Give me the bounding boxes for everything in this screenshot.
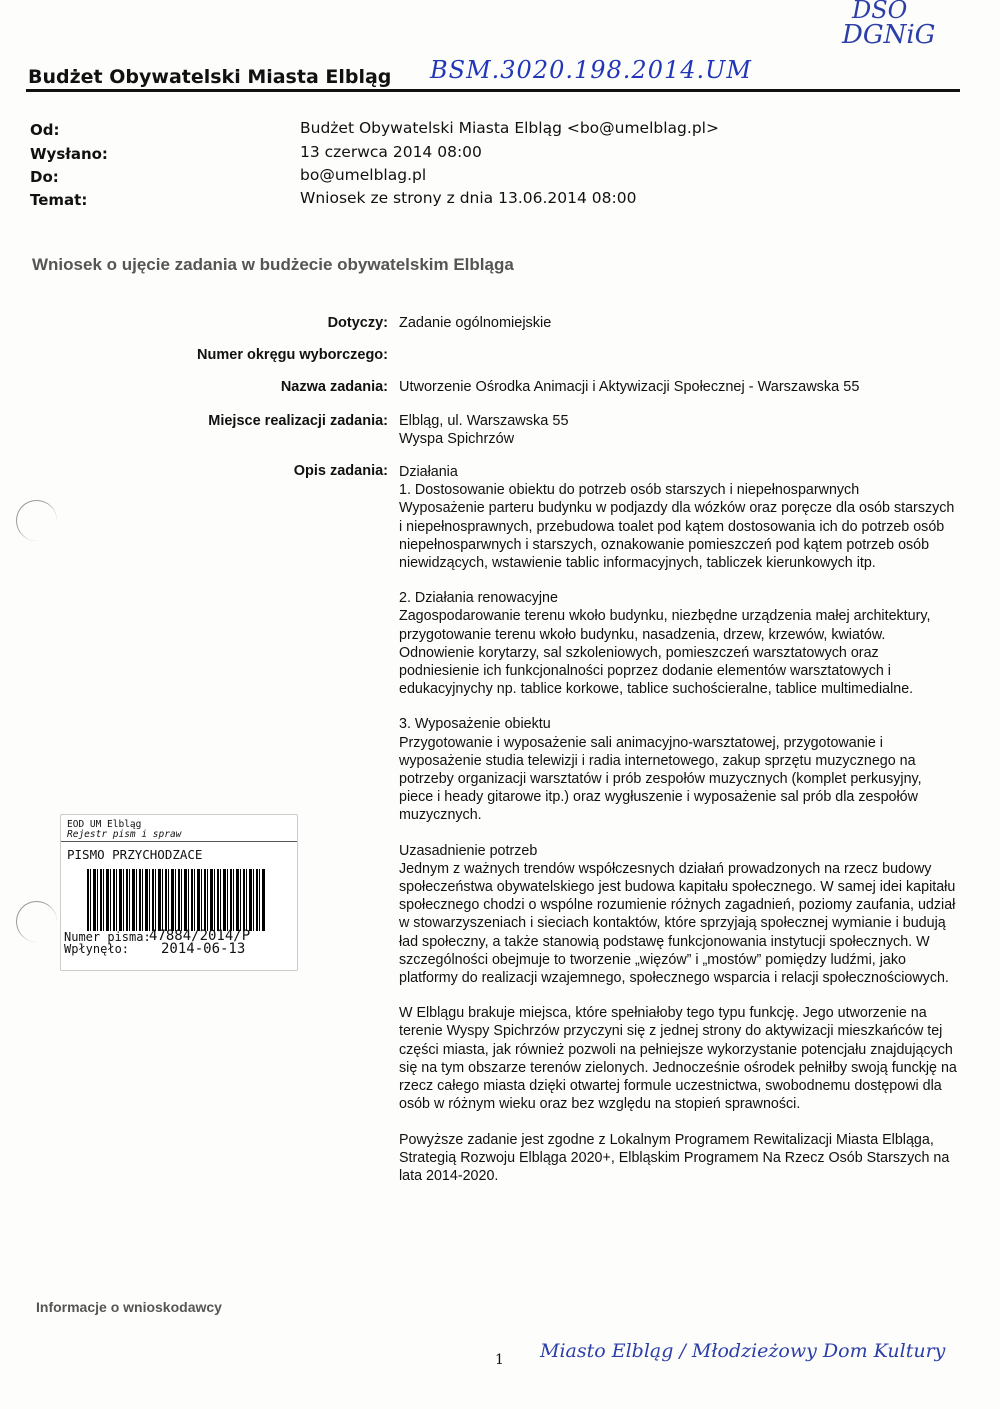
to-label: Do: [30,168,59,186]
handwritten-reference-number: BSM.3020.198.2014.UM [430,56,752,84]
stamp-received-label: Wpłynęło: [64,942,130,956]
from-value: Budżet Obywatelski Miasta Elbląg <bo@umelblag.pl> [300,119,719,137]
stamp-document-type: PISMO PRZYCHODZACE [67,847,203,862]
description-paragraph-6: Powyższe zadanie jest zgodne z Lokalnym Programem Rewitalizacji Miasta Elbląga, Strategią Rozwoju Elbląga 2020+, Elbląskim Programem Na Rzecz Osób Starszych na lata 2014-2020. [399,1131,950,1184]
task-name-value: Utworzenie Ośrodka Animacji i Aktywizacji Społecznej - Warszawska 55 [399,379,860,395]
handwritten-annotation-dgnig: DGNiG [842,20,936,50]
handwritten-bottom-note: Miasto Elbląg / Młodzieżowy Dom Kultury [540,1340,946,1362]
place-value-line2: Wyspa Spichrzów [399,431,515,447]
to-value: bo@umelblag.pl [300,166,427,184]
sent-label: Wysłano: [30,145,108,163]
description-label: Opis zadania: [293,463,388,479]
description-paragraph-5: W Elblągu brakuje miejsca, które spełniałoby tego typu funkcję. Jego utworzenie na terenie Wyspy Spichrzów przyczyni się z jednej strony do aktywizacji mieszkańców tej części miasta, jak również pozwoli na pełniejsze wykorzystanie potencjału znajdujących się na tym obszarze terenów zielonych. Jednocześnie ośrodek pełniłby swoją funckję na rzecz całego miasta dzięki otwartej formule uczestnictwa, swobodnemu dostępowi dla osób w różnym wieku oraz bez względu na stopień sprawności. [399,1005,957,1113]
document-title: Budżet Obywatelski Miasta Elbląg [28,66,392,88]
sent-value: 13 czerwca 2014 08:00 [300,143,482,161]
punch-hole-top [16,500,57,541]
form-subtitle: Wniosek o ujęcie zadania w budżecie obywatelskim Elbląga [32,255,514,274]
applicant-section-heading: Informacje o wnioskodawcy [36,1299,222,1315]
subject-label: Temat: [30,191,88,209]
place-label: Miejsce realizacji zadania: [208,413,388,429]
punch-hole-bottom [16,901,57,942]
stamp-received-value: 2014-06-13 [161,941,246,957]
stamp-number-label: Numer pisma: [64,930,151,944]
page-number: 1 [495,1352,504,1368]
description-paragraph-4: Uzasadnienie potrzeb Jednym z ważnych trendów współczesnych działań prowadzonych na rzecz budowy społeczeństwa obywatelskiego jest budowa kapitału społecznego. W samej idei kapitału społecznego chodzi o wspólne rozumienie różnych zagadnień, poziomy zaufania, udział w stowarzyszeniach i sieciach kontaktów, które sprzyjają społecznej wymianie i budują ład społeczny, a także stanowią podstawę funkcjonowania instytucji społecznych. W szczególności obejmuje to tworzenie „więzów” i „mostów” pomiędzy ludźmi, jako platformy do realizacji wzajemnego, społecznego wsparcia i relacji społecznościowych. [399,842,956,987]
concerns-value: Zadanie ogólnomiejskie [399,315,552,331]
barcode [87,869,265,931]
description-paragraph-1: Działania 1. Dostosowanie obiektu do potrzeb osób starszych i niepełnosparwnych Wyposażenie parteru budynku w podjazdy dla wózków oraz poręcze dla osób starszych i niepełnosprawnych, przebudowa toalet pod kątem dostosowania ich do potrzeb osób niepełnosparwnych i starszych, oznakowanie pomieszczeń pod kątem potrzeb osób niewidzących, wstawienie tablic informacyjnych, tabliczek kierunkowych itp. [399,464,955,572]
title-divider [26,89,960,92]
stamp-office: EOD UM Elbląg [67,819,142,830]
registry-stamp [60,814,298,971]
description-paragraph-3: 3. Wyposażenie obiektu Przygotowanie i wyposażenie sali animacyjno-warsztatowej, przygotowanie i wyposażenie studia telewizji i radia internetowego, zakup sprzętu muzycznego na potrzeby organizacji warsztatów i prób zespołów muzycznych (komplet perkusyjny, piece i heady gitarowe itp.) oraz wygłuszenie i wyposażenie sal prób dla zespołów muzycznych. [399,716,922,824]
handwritten-annotation-dso: DSO [852,0,908,24]
stamp-register: Rejestr pism i spraw [67,829,182,840]
from-label: Od: [30,121,60,139]
stamp-number-value: 47884/2014/P [149,928,251,944]
place-value-line1: Elbląg, ul. Warszawska 55 [399,413,569,429]
subject-value: Wniosek ze strony z dnia 13.06.2014 08:00 [300,189,637,207]
stamp-divider [61,841,297,842]
description-paragraph-2: 2. Działania renowacyjne Zagospodarowanie terenu wkoło budynku, niezbędne urządzenia małej architektury, przygotowanie terenu wkoło budynku, nasadzenia, drzew, krzewów, kwiatów. Odnowienie korytarzy, sal szkoleniowych, pomieszczeń warsztatowych oraz podniesienie ich funkcjonalności poprzez dodanie elementów warsztatowych i edukacyjnychy np. tablice korkowe, tablice suchościeralne, tablice multimedialne. [399,590,931,698]
task-name-label: Nazwa zadania: [280,379,388,395]
concerns-label: Dotyczy: [327,315,388,331]
district-label: Numer okręgu wyborczego: [197,347,388,363]
task-description [399,463,959,1202]
